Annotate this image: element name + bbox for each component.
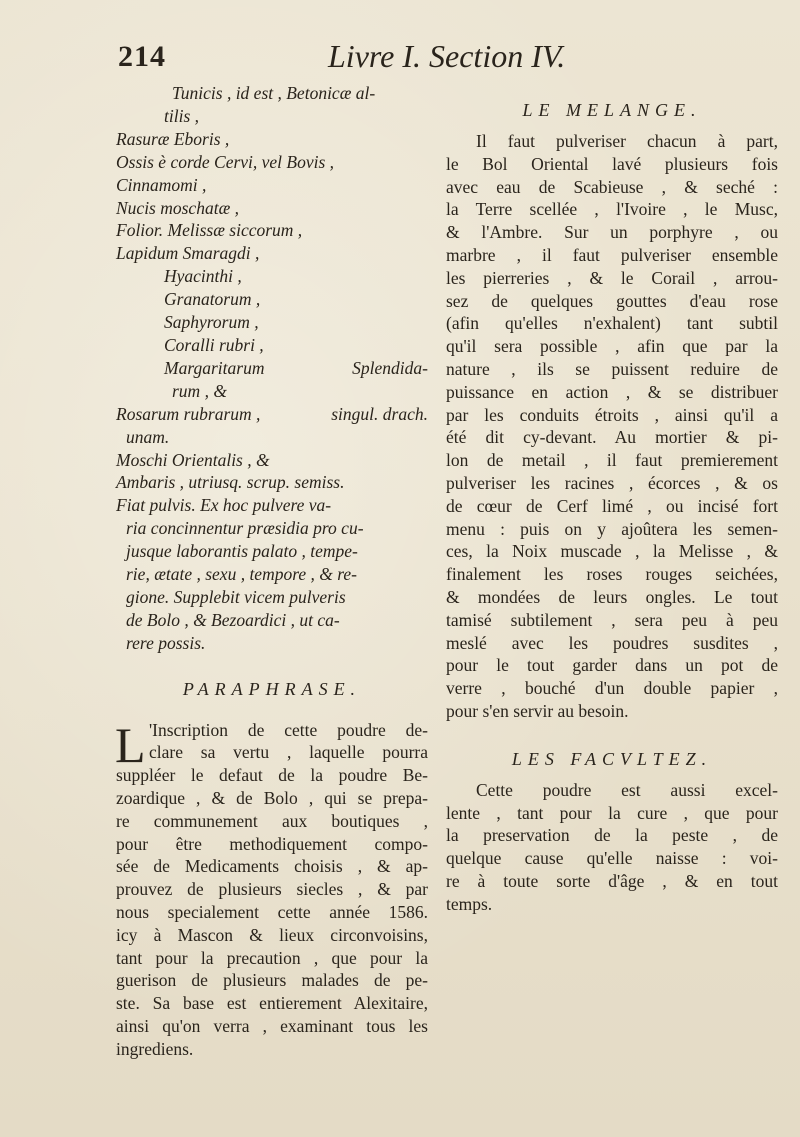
- text-line: quelque cause qu'elle naisse : voi-: [446, 848, 778, 869]
- text-line: ainsi qu'on verra , examinant tous les: [116, 1016, 428, 1037]
- text-line: Cette poudre est aussi excel-: [476, 779, 778, 800]
- text-line: & mondées de leurs ongles. Le tout: [446, 586, 778, 607]
- recipe-line: [116, 265, 428, 288]
- recipe-ingredient: Tunicis , id est , Betonicæ al-: [172, 83, 376, 103]
- recipe-ingredient: Hyacinthi ,: [164, 266, 242, 287]
- text-line: les pierreries , & le Corail , arrou-: [446, 267, 778, 288]
- text-line: pulveriser les racines , écorces , & os: [446, 472, 778, 493]
- recipe-line: [116, 219, 428, 242]
- recipe-line: [116, 380, 428, 403]
- text-line: verre , bouché d'un double papier ,: [446, 678, 778, 699]
- recipe-ingredient: unam.: [126, 426, 170, 447]
- text-line: pour s'en servir au besoin.: [446, 700, 629, 721]
- text-line: nature , ils se puissent reduire de: [446, 358, 778, 379]
- facultez-paragraph: [446, 779, 778, 916]
- recipe-ingredient: Rasuræ Eboris ,: [116, 128, 230, 149]
- recipe-ingredient: ria concinnentur præsidia pro cu-: [126, 518, 364, 539]
- recipe-ingredient: Ambaris , utriusq. scrup. semiss.: [116, 472, 345, 493]
- recipe-ingredient: Granatorum ,: [164, 289, 261, 310]
- text-line: re à toute sorte d'âge , & en tout: [446, 870, 778, 891]
- text-line: guerison de plusieurs malades de pe-: [116, 970, 428, 991]
- recipe-line: [116, 563, 428, 586]
- page-number: 214: [118, 40, 166, 73]
- text-line: tant pour la precaution , que pour la: [116, 947, 428, 968]
- text-line: le Bol Oriental lavé plusieurs fois: [446, 153, 778, 174]
- text-line: temps.: [446, 893, 493, 914]
- left-column: [116, 82, 428, 1061]
- drop-cap: L: [115, 716, 146, 773]
- recipe-line: [116, 426, 428, 449]
- recipe-line: [116, 105, 428, 128]
- text-line: pour être methodiquement compo-: [116, 833, 428, 854]
- recipe-line: [116, 151, 428, 174]
- recipe-ingredient: tilis ,: [164, 105, 200, 126]
- text-line: la preservation de la peste , de: [446, 825, 778, 846]
- recipe-line: [116, 197, 428, 220]
- text-line: nous specialement cette année 1586.: [116, 902, 428, 923]
- recipe-line: [116, 82, 428, 105]
- text-line: clare sa vertu , laquelle pourra: [149, 742, 428, 763]
- recipe-line: [116, 334, 428, 357]
- text-line: la Terre scellée , l'Ivoire , le Musc,: [446, 199, 778, 220]
- recipe-ingredient: rere possis.: [126, 632, 206, 653]
- recipe-line: [116, 517, 428, 540]
- recipe-ingredient: Saphyrorum ,: [164, 312, 259, 333]
- recipe-line: [116, 288, 428, 311]
- text-line: ste. Sa base est entierement Alexitaire,: [116, 993, 428, 1014]
- text-line: lon de metail , il faut premierement: [446, 450, 778, 471]
- recipe-ingredient: Folior. Melissæ siccorum ,: [116, 220, 303, 241]
- recipe-ingredient: rie, ætate , sexu , tempore , & re-: [126, 564, 358, 585]
- recipe-ingredient: Fiat pulvis. Ex hoc pulvere va-: [116, 495, 332, 516]
- recipe-ingredient: Lapidum Smaragdi ,: [116, 243, 260, 264]
- recipe-line: [116, 540, 428, 563]
- recipe-ingredient: Margaritarum: [164, 357, 265, 378]
- text-line: Il faut pulveriser chacun à part,: [476, 131, 778, 151]
- text-line: prouvez de plusieurs siecles , & par: [116, 879, 428, 900]
- text-line: de cœur de Cerf limé , ou incisé fort: [446, 495, 778, 516]
- text-line: lente , tant pour la cure , que pour: [446, 802, 778, 823]
- recipe-ingredient: rum , &: [172, 380, 227, 401]
- facultez-heading: LES FACVLTEZ.: [511, 748, 713, 769]
- text-line: qu'il sera possible , afin que par la: [446, 336, 778, 357]
- recipe-list: [116, 82, 428, 655]
- recipe-ingredient: jusque laborantis palato , tempe-: [126, 541, 358, 562]
- recipe-line: [116, 471, 428, 494]
- recipe-line: [116, 632, 428, 655]
- text-line: ces, la Noix muscade , la Melisse , &: [446, 541, 778, 562]
- text-line: 'Inscription de cette poudre de-: [149, 719, 428, 740]
- text-line: suppléer le defaut de la poudre Be-: [116, 765, 428, 786]
- recipe-ingredient: gione. Supplebit vicem pulveris: [126, 586, 346, 607]
- recipe-ingredient: Ossis è corde Cervi, vel Bovis ,: [116, 151, 335, 172]
- recipe-ingredient: Moschi Orientalis , &: [116, 449, 270, 470]
- text-line: re communement aux boutiques ,: [116, 810, 428, 831]
- text-line: icy à Mascon & lieux circonvoisins,: [116, 924, 428, 945]
- text-line: sée de Medicaments choisis , & ap-: [116, 856, 428, 877]
- text-line: meslé avec les poudres susdites ,: [446, 632, 778, 653]
- recipe-line: [116, 494, 428, 517]
- text-line: été dit cy-devant. Au mortier & pi-: [446, 427, 778, 448]
- running-head: Livre I. Section IV.: [328, 38, 566, 74]
- recipe-line: [116, 128, 428, 151]
- text-line: finalement les roses rouges seichées,: [446, 564, 778, 585]
- text-line: zoardique , & de Bolo , qui se prepa-: [116, 788, 428, 809]
- recipe-line: [116, 609, 428, 632]
- text-line: sez de quelques gouttes d'eau rose: [446, 290, 778, 311]
- recipe-line: [116, 357, 428, 380]
- page-header: [118, 36, 608, 80]
- recipe-line: [116, 311, 428, 334]
- recipe-line: [116, 174, 428, 197]
- text-line: & l'Ambre. Sur un porphyre , ou: [446, 222, 778, 243]
- recipe-quantity: Splendida-: [352, 357, 428, 378]
- recipe-ingredient: Rosarum rubrarum ,: [116, 403, 261, 424]
- text-line: ingrediens.: [116, 1038, 194, 1059]
- text-line: tamisé subtilement , sera peu à peu: [446, 609, 778, 630]
- melange-heading: LE MELANGE.: [522, 100, 702, 120]
- recipe-line: [116, 403, 428, 426]
- recipe-ingredient: Coralli rubri ,: [164, 334, 264, 355]
- right-column: [446, 100, 778, 916]
- recipe-ingredient: Cinnamomi ,: [116, 174, 207, 195]
- text-line: marbre , il faut pulveriser ensemble: [446, 244, 778, 265]
- paraphrase-paragraph: [115, 716, 428, 1061]
- recipe-line: [116, 449, 428, 472]
- text-line: puissance en action , & se distribuer: [446, 381, 778, 402]
- text-line: avec eau de Scabieuse , & seché :: [446, 176, 778, 197]
- text-line: par les conduits étroits , ainsi qu'il a: [446, 404, 778, 425]
- recipe-quantity: singul. drach.: [331, 403, 428, 424]
- text-line: (afin qu'elles n'exhalent) tant subtil: [446, 313, 778, 334]
- recipe-line: [116, 242, 428, 265]
- text-line: pour le tout garder dans un pot de: [446, 655, 778, 676]
- recipe-line: [116, 586, 428, 609]
- recipe-ingredient: de Bolo , & Bezoardici , ut ca-: [126, 609, 340, 630]
- text-line: menu : puis on y ajoûtera les semen-: [446, 518, 778, 539]
- paraphrase-heading: PARAPHRASE.: [182, 678, 362, 699]
- recipe-ingredient: Nucis moschatæ ,: [116, 197, 239, 218]
- melange-paragraph: [446, 130, 778, 723]
